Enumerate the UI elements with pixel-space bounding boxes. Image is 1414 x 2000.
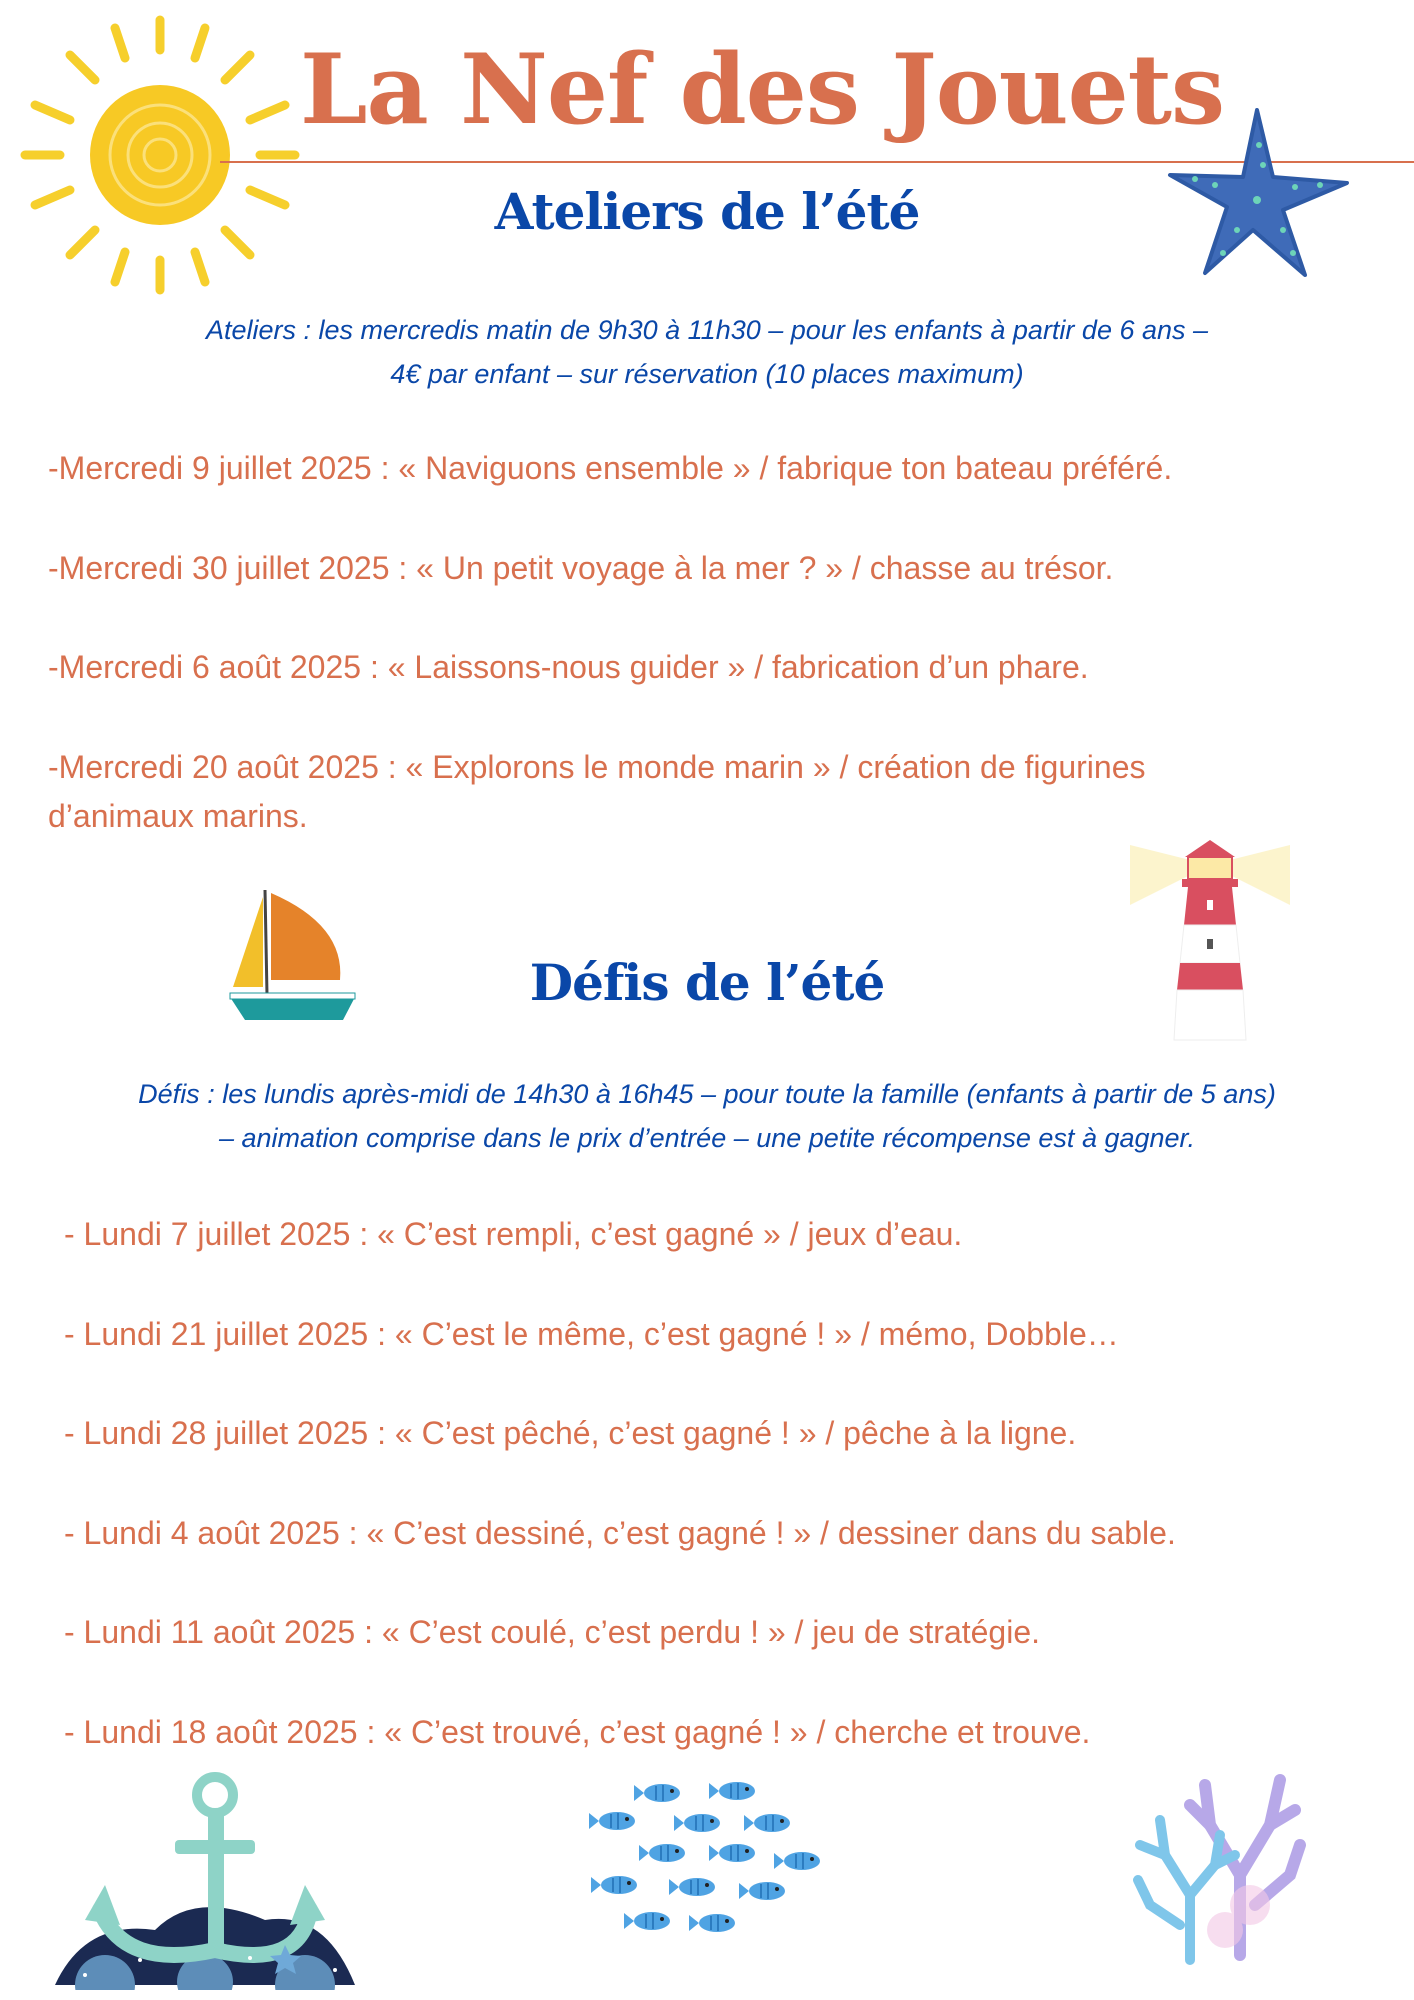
- defis-item: - Lundi 18 août 2025 : « C’est trouvé, c’est gagné ! » / cherche et trouve.: [64, 1714, 1091, 1750]
- defis-intro: [20, 1072, 1394, 1160]
- defis-item: - Lundi 7 juillet 2025 : « C’est rempli, c’est gagné » / jeux d’eau.: [64, 1216, 963, 1252]
- sailboat-icon: [225, 885, 360, 1025]
- ateliers-intro-line1: Ateliers : les mercredis matin de 9h30 à 11h30 – pour les enfants à partir de 6 ans –: [205, 315, 1209, 345]
- sun-icon: [15, 10, 305, 300]
- page-title: La Nef des Jouets: [300, 33, 1225, 146]
- defis-intro-line2: – animation comprise dans le prix d’entrée – une petite récompense est à gagner.: [218, 1123, 1196, 1153]
- defis-item: - Lundi 28 juillet 2025 : « C’est pêché, c’est gagné ! » / pêche à la ligne.: [64, 1415, 1077, 1451]
- ateliers-item: -Mercredi 30 juillet 2025 : « Un petit voyage à la mer ? » / chasse au trésor.: [48, 550, 1114, 586]
- ateliers-item: -Mercredi 9 juillet 2025 : « Naviguons ensemble » / fabrique ton bateau préféré.: [48, 450, 1173, 486]
- defis-section-title: Défis de l’été: [529, 953, 885, 1012]
- fish-school-icon: [585, 1780, 820, 1950]
- defis-intro-line1: Défis : les lundis après-midi de 14h30 à 16h45 – pour toute la famille (enfants à partir de 5 ans): [138, 1079, 1276, 1109]
- anchor-icon: [45, 1770, 365, 1990]
- lighthouse-icon: [1130, 835, 1290, 1045]
- ateliers-intro-line2: 4€ par enfant – sur réservation (10 places maximum): [390, 359, 1024, 389]
- ateliers-item: -Mercredi 6 août 2025 : « Laissons-nous guider » / fabrication d’un phare.: [48, 649, 1089, 685]
- defis-item: - Lundi 21 juillet 2025 : « C’est le même, c’est gagné ! » / mémo, Dobble…: [64, 1316, 1119, 1352]
- defis-item: - Lundi 11 août 2025 : « C’est coulé, c’est perdu ! » / jeu de stratégie.: [64, 1614, 1041, 1650]
- defis-item: - Lundi 4 août 2025 : « C’est dessiné, c’est gagné ! » / dessiner dans du sable.: [64, 1515, 1176, 1551]
- ateliers-item-continued: d’animaux marins.: [48, 798, 308, 834]
- ateliers-intro: [20, 308, 1394, 396]
- coral-icon: [1130, 1755, 1310, 1965]
- starfish-icon: [1165, 105, 1355, 280]
- ateliers-item: -Mercredi 20 août 2025 : « Explorons le monde marin » / création de figurines: [48, 749, 1146, 785]
- ateliers-section-title: Ateliers de l’été: [494, 182, 920, 241]
